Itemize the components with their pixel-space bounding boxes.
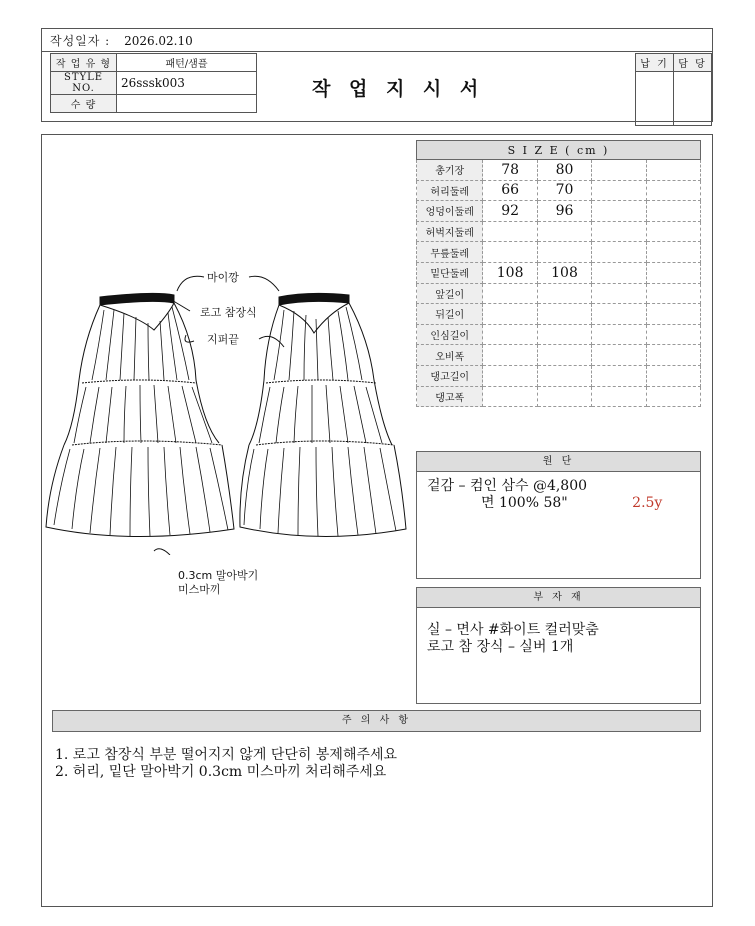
size-cell[interactable] bbox=[646, 304, 700, 325]
size-row-label: 인심길이 bbox=[417, 324, 483, 345]
size-cell[interactable]: 66 bbox=[483, 180, 537, 201]
size-cell[interactable] bbox=[646, 160, 700, 181]
skirt-sketch bbox=[44, 255, 414, 555]
subsidiary-panel bbox=[416, 587, 701, 704]
size-cell[interactable] bbox=[646, 262, 700, 283]
size-cell[interactable] bbox=[592, 201, 646, 222]
size-cell[interactable] bbox=[646, 345, 700, 366]
size-row bbox=[417, 221, 701, 242]
header-divider bbox=[42, 51, 712, 52]
front-waistband bbox=[100, 293, 174, 305]
size-row-label: 밑단둘레 bbox=[417, 262, 483, 283]
meta-label: 작 업 유 형 bbox=[51, 54, 117, 72]
size-cell[interactable] bbox=[483, 386, 537, 407]
fabric-title: 원 단 bbox=[417, 452, 700, 472]
size-cell[interactable] bbox=[592, 180, 646, 201]
size-cell[interactable] bbox=[537, 283, 591, 304]
size-cell[interactable] bbox=[646, 365, 700, 386]
fabric-line-2 bbox=[427, 495, 690, 512]
size-cell[interactable] bbox=[592, 221, 646, 242]
approval-table bbox=[635, 53, 712, 126]
size-row-label: 총기장 bbox=[417, 160, 483, 181]
size-table-title: S I Z E ( cm ) bbox=[417, 141, 701, 160]
callout-line-waistband bbox=[177, 276, 204, 291]
size-cell[interactable] bbox=[592, 365, 646, 386]
size-cell[interactable]: 80 bbox=[537, 160, 591, 181]
size-row bbox=[417, 262, 701, 283]
notes-list bbox=[55, 747, 397, 781]
size-cell[interactable] bbox=[537, 324, 591, 345]
size-cell[interactable] bbox=[483, 242, 537, 263]
size-row-label: 앞길이 bbox=[417, 283, 483, 304]
date-value: 2026.02.10 bbox=[124, 34, 193, 48]
size-cell[interactable]: 78 bbox=[483, 160, 537, 181]
size-cell[interactable] bbox=[537, 386, 591, 407]
meta-label: 수 량 bbox=[51, 95, 117, 113]
size-table-body bbox=[417, 160, 701, 407]
size-cell[interactable] bbox=[646, 242, 700, 263]
callout-line-waistband-back bbox=[249, 276, 279, 291]
size-cell[interactable] bbox=[537, 221, 591, 242]
size-row-label: 허벅지둘레 bbox=[417, 221, 483, 242]
page-title: 작 업 지 시 서 bbox=[312, 78, 485, 100]
size-row bbox=[417, 180, 701, 201]
fabric-composition: 면 100% 58" bbox=[481, 495, 568, 511]
size-cell[interactable] bbox=[646, 221, 700, 242]
meta-value bbox=[117, 95, 257, 113]
size-row bbox=[417, 283, 701, 304]
size-cell[interactable] bbox=[537, 304, 591, 325]
approval-cell[interactable] bbox=[636, 72, 674, 126]
size-row-label: 허리둘레 bbox=[417, 180, 483, 201]
size-cell[interactable] bbox=[646, 283, 700, 304]
size-row bbox=[417, 160, 701, 181]
size-cell[interactable] bbox=[592, 160, 646, 181]
size-cell[interactable] bbox=[483, 283, 537, 304]
callout-line-hem bbox=[154, 549, 170, 555]
notes-title: 주 의 사 항 bbox=[52, 710, 701, 732]
date-row bbox=[50, 32, 193, 49]
fabric-panel bbox=[416, 451, 701, 579]
callout-hem-1: 0.3cm 말아박기 bbox=[178, 569, 259, 582]
note-item: 1. 로고 참장식 부분 떨어지지 않게 단단히 봉제해주세요 bbox=[55, 747, 398, 763]
size-cell[interactable] bbox=[537, 345, 591, 366]
callout-waistband: 마이깡 bbox=[207, 271, 239, 284]
size-cell[interactable] bbox=[537, 365, 591, 386]
size-row bbox=[417, 242, 701, 263]
callout-zipper: 지퍼끝 bbox=[207, 333, 239, 346]
size-row bbox=[417, 324, 701, 345]
size-row bbox=[417, 386, 701, 407]
size-cell[interactable] bbox=[592, 345, 646, 366]
size-row bbox=[417, 365, 701, 386]
size-row bbox=[417, 201, 701, 222]
size-cell[interactable] bbox=[483, 345, 537, 366]
size-row bbox=[417, 304, 701, 325]
subsidiary-body bbox=[417, 608, 700, 662]
approval-label-due: 납 기 bbox=[636, 54, 674, 72]
size-row-label: 댕고길이 bbox=[417, 365, 483, 386]
size-cell[interactable] bbox=[646, 180, 700, 201]
fabric-body bbox=[417, 472, 700, 518]
size-cell[interactable] bbox=[592, 386, 646, 407]
size-table bbox=[416, 140, 701, 407]
size-cell[interactable] bbox=[483, 324, 537, 345]
size-row bbox=[417, 345, 701, 366]
size-cell[interactable]: 108 bbox=[537, 262, 591, 283]
size-cell[interactable] bbox=[646, 324, 700, 345]
size-cell[interactable] bbox=[592, 262, 646, 283]
meta-row bbox=[51, 95, 257, 113]
job-meta-table bbox=[50, 53, 257, 113]
meta-label: STYLE NO. bbox=[51, 72, 117, 95]
size-cell[interactable] bbox=[592, 324, 646, 345]
size-cell[interactable] bbox=[592, 283, 646, 304]
subsidiary-line: 실 – 면사 #화이트 컬러맞춤 bbox=[427, 622, 599, 638]
size-cell[interactable] bbox=[646, 201, 700, 222]
size-row-label: 무릎둘레 bbox=[417, 242, 483, 263]
subsidiary-line: 로고 참 장식 – 실버 1개 bbox=[427, 639, 574, 655]
size-cell[interactable] bbox=[483, 304, 537, 325]
fabric-yield: 2.5y bbox=[632, 495, 663, 511]
size-cell[interactable]: 70 bbox=[537, 180, 591, 201]
meta-row bbox=[51, 72, 257, 95]
meta-value: 26sssk003 bbox=[117, 72, 257, 95]
size-cell[interactable] bbox=[592, 242, 646, 263]
size-cell[interactable] bbox=[646, 386, 700, 407]
size-row-label: 엉덩이둘레 bbox=[417, 201, 483, 222]
size-row-label: 댕고폭 bbox=[417, 386, 483, 407]
size-cell[interactable] bbox=[483, 365, 537, 386]
size-cell[interactable]: 108 bbox=[483, 262, 537, 283]
meta-row bbox=[51, 54, 257, 72]
size-cell[interactable] bbox=[592, 304, 646, 325]
callout-logo-charm: 로고 참장식 bbox=[200, 306, 257, 319]
date-label: 작성일자 : bbox=[50, 34, 111, 48]
meta-value: 패턴/샘플 bbox=[117, 54, 257, 72]
callout-hem-2: 미스마끼 bbox=[178, 583, 221, 596]
size-cell[interactable]: 96 bbox=[537, 201, 591, 222]
fabric-line-1: 겉감 – 컴인 삼수 @4,800 bbox=[427, 478, 588, 494]
front-skirt-illustration bbox=[46, 293, 234, 536]
back-skirt-illustration bbox=[240, 293, 406, 536]
approval-label-manager: 담 당 bbox=[674, 54, 712, 72]
size-cell[interactable]: 92 bbox=[483, 201, 537, 222]
size-cell[interactable] bbox=[483, 221, 537, 242]
approval-cell[interactable] bbox=[674, 72, 712, 126]
size-cell[interactable] bbox=[537, 242, 591, 263]
size-row-label: 오비폭 bbox=[417, 345, 483, 366]
note-item: 2. 허리, 밑단 말아박기 0.3cm 미스마끼 처리해주세요 bbox=[55, 764, 387, 780]
size-row-label: 뒤길이 bbox=[417, 304, 483, 325]
subsidiary-title: 부 자 재 bbox=[417, 588, 700, 608]
back-waistband bbox=[279, 293, 349, 305]
